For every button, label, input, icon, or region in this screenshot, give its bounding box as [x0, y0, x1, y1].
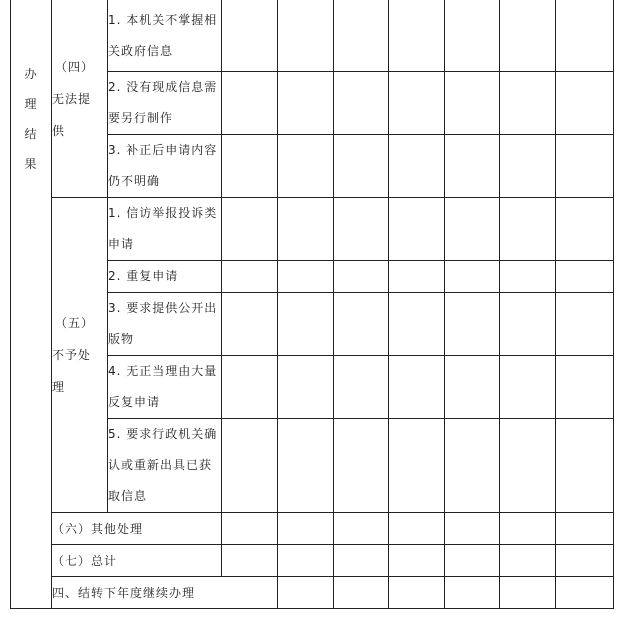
data-cell[interactable]	[389, 261, 445, 293]
data-cell[interactable]	[334, 513, 389, 545]
data-cell[interactable]	[222, 0, 278, 72]
data-cell[interactable]	[500, 577, 556, 609]
category-number: （四）	[54, 59, 94, 74]
data-cell[interactable]	[500, 72, 556, 135]
data-cell[interactable]	[334, 72, 389, 135]
data-cell[interactable]	[556, 261, 614, 293]
item-label: 2. 重复申请	[108, 261, 222, 293]
data-cell[interactable]	[389, 135, 445, 198]
data-cell[interactable]	[389, 356, 445, 419]
data-cell[interactable]	[334, 545, 389, 577]
item-label: 5. 要求行政机关确认或重新出具已获取信息	[108, 419, 222, 513]
data-cell[interactable]	[500, 135, 556, 198]
data-cell[interactable]	[556, 513, 614, 545]
data-cell[interactable]	[222, 419, 278, 513]
data-cell[interactable]	[389, 0, 445, 72]
data-cell[interactable]	[500, 0, 556, 72]
data-cell[interactable]	[334, 577, 389, 609]
data-cell[interactable]	[278, 513, 334, 545]
group-label-cell	[11, 0, 52, 609]
table-row	[11, 513, 614, 545]
category-label-line: 不予处	[52, 348, 92, 362]
data-cell[interactable]	[500, 545, 556, 577]
data-cell[interactable]	[556, 198, 614, 261]
data-cell[interactable]	[389, 419, 445, 513]
data-cell[interactable]	[500, 419, 556, 513]
group-label-char: 办	[24, 67, 38, 81]
data-cell[interactable]	[556, 419, 614, 513]
item-label: 3. 补正后申请内容仍不明确	[108, 135, 222, 198]
category-cannot-provide	[52, 0, 108, 198]
data-cell[interactable]	[556, 577, 614, 609]
data-cell[interactable]	[500, 513, 556, 545]
group-label-char: 结	[24, 127, 38, 141]
data-cell[interactable]	[278, 0, 334, 72]
data-cell[interactable]	[222, 513, 278, 545]
item-label: 1. 本机关不掌握相关政府信息	[108, 0, 222, 72]
data-cell[interactable]	[334, 0, 389, 72]
category-label-line: 理	[52, 380, 66, 394]
data-cell[interactable]	[500, 356, 556, 419]
data-cell[interactable]	[334, 198, 389, 261]
data-cell[interactable]	[556, 72, 614, 135]
data-cell[interactable]	[278, 135, 334, 198]
data-cell[interactable]	[389, 577, 445, 609]
data-cell[interactable]	[445, 0, 500, 72]
table-row	[11, 545, 614, 577]
data-cell[interactable]	[222, 72, 278, 135]
category-not-processed	[52, 198, 108, 513]
data-cell[interactable]	[556, 293, 614, 356]
data-cell[interactable]	[334, 356, 389, 419]
data-cell[interactable]	[389, 545, 445, 577]
data-cell[interactable]	[278, 419, 334, 513]
group-label-char: 理	[24, 97, 38, 111]
data-cell[interactable]	[222, 198, 278, 261]
item-label: 4. 无正当理由大量反复申请	[108, 356, 222, 419]
data-cell[interactable]	[334, 261, 389, 293]
data-cell[interactable]	[334, 135, 389, 198]
data-cell[interactable]	[278, 356, 334, 419]
data-cell[interactable]	[334, 293, 389, 356]
data-cell[interactable]	[445, 198, 500, 261]
data-cell[interactable]	[222, 261, 278, 293]
category-label-line: 供	[52, 123, 66, 138]
carryover-label: 四、结转下年度继续办理	[52, 577, 278, 609]
data-cell[interactable]	[389, 293, 445, 356]
item-label: 2. 没有现成信息需要另行制作	[108, 72, 222, 135]
data-cell[interactable]	[500, 198, 556, 261]
statistics-table	[10, 0, 614, 609]
item-label: 1. 信访举报投诉类申请	[108, 198, 222, 261]
data-cell[interactable]	[389, 198, 445, 261]
data-cell[interactable]	[445, 577, 500, 609]
data-cell[interactable]	[278, 577, 334, 609]
data-cell[interactable]	[278, 261, 334, 293]
category-number: （五）	[54, 316, 94, 330]
data-cell[interactable]	[222, 135, 278, 198]
data-cell[interactable]	[445, 135, 500, 198]
data-cell[interactable]	[445, 72, 500, 135]
total-label: （七）总计	[52, 545, 222, 577]
category-label-line: 无法提	[52, 91, 92, 106]
data-cell[interactable]	[556, 0, 614, 72]
data-cell[interactable]	[334, 419, 389, 513]
table-row	[11, 0, 614, 72]
data-cell[interactable]	[445, 261, 500, 293]
data-cell[interactable]	[556, 356, 614, 419]
data-cell[interactable]	[222, 545, 278, 577]
data-cell[interactable]	[278, 72, 334, 135]
table-row	[11, 577, 614, 609]
data-cell[interactable]	[389, 72, 445, 135]
data-cell[interactable]	[278, 198, 334, 261]
data-cell[interactable]	[556, 545, 614, 577]
data-cell[interactable]	[389, 513, 445, 545]
data-cell[interactable]	[445, 293, 500, 356]
data-cell[interactable]	[445, 545, 500, 577]
item-label: 3. 要求提供公开出版物	[108, 293, 222, 356]
data-cell[interactable]	[278, 293, 334, 356]
data-cell[interactable]	[278, 545, 334, 577]
data-cell[interactable]	[500, 293, 556, 356]
data-cell[interactable]	[556, 135, 614, 198]
other-processing-label: （六）其他处理	[52, 513, 222, 545]
group-label-char: 果	[24, 157, 38, 171]
data-cell[interactable]	[222, 293, 278, 356]
data-cell[interactable]	[222, 356, 278, 419]
data-cell[interactable]	[445, 419, 500, 513]
table-row	[11, 198, 614, 261]
data-cell[interactable]	[445, 513, 500, 545]
data-cell[interactable]	[445, 356, 500, 419]
data-cell[interactable]	[500, 261, 556, 293]
